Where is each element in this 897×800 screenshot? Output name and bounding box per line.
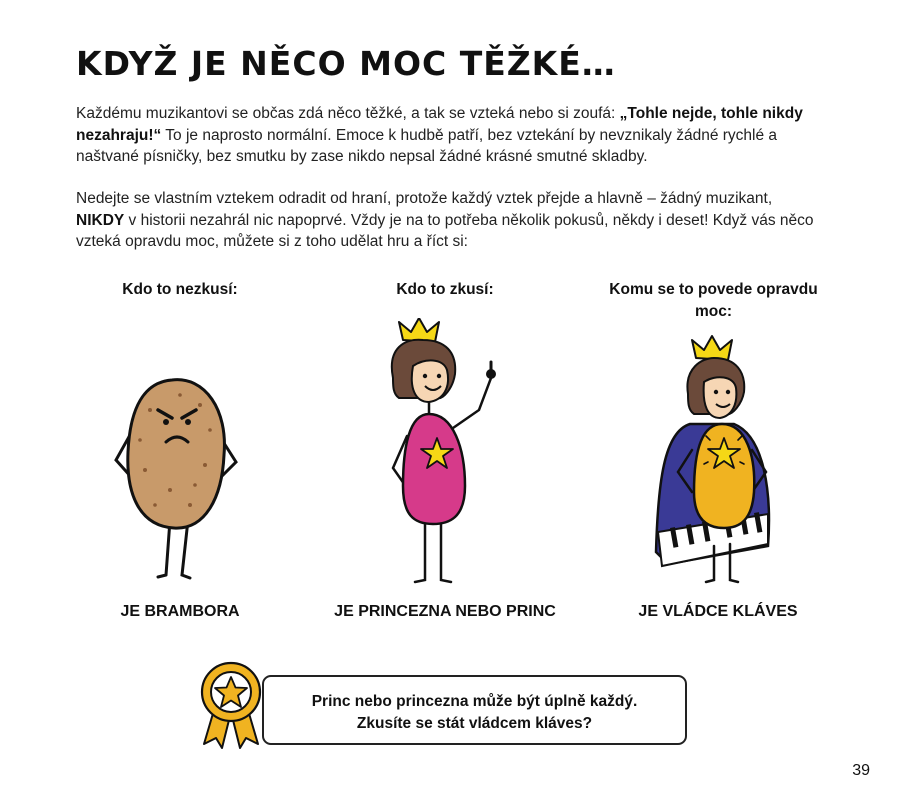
advice-paragraph bbox=[76, 188, 816, 253]
column-label-ruler: Komu se to povede opravdu moc: bbox=[609, 281, 818, 320]
caption-ruler: JE VLÁDCE KLÁVES bbox=[638, 603, 798, 620]
callout-line-2: Zkusíte se stát vládcem kláves? bbox=[356, 715, 593, 732]
callout-text bbox=[264, 691, 685, 735]
princess-icon bbox=[385, 318, 505, 586]
intro-paragraph bbox=[76, 103, 816, 168]
angry-potato-icon bbox=[110, 370, 255, 585]
caption-princess: JE PRINCEZNA NEBO PRINC bbox=[334, 603, 556, 620]
intro-text-1: Každému muzikantovi se občas zdá něco těžké, a tak se vzteká nebo si zoufá: bbox=[76, 105, 620, 122]
callout-line-1: Princ nebo princezna může být úplně každý. bbox=[311, 693, 638, 710]
column-label-potato: Kdo to nezkusí: bbox=[122, 281, 238, 298]
advice-emphasis: NIKDY bbox=[76, 211, 125, 229]
caption-potato: JE BRAMBORA bbox=[120, 603, 240, 620]
advice-text-2: v historii nezahrál nic napoprvé. Vždy je na to potřeba několik pokusů, někdy i deset! Když vás něco vzteká opravdu moc, můžete si z toho udělat hru a říct si: bbox=[76, 211, 814, 250]
advice-text-1: Nedejte se vlastním vztekem odradit od hraní, protože každý vztek přejde a hlavně – žádný muzikant, bbox=[76, 190, 773, 207]
column-label-princess: Kdo to zkusí: bbox=[396, 281, 494, 298]
award-ribbon-icon bbox=[196, 660, 266, 750]
page-title: KDYŽ JE NĚCO MOC TĚŽKÉ… bbox=[76, 44, 616, 83]
keyboard-ruler-icon bbox=[648, 332, 778, 586]
page-number: 39 bbox=[852, 762, 870, 779]
callout-box bbox=[262, 675, 687, 745]
intro-quote: „Tohle nejde, tohle nikdy nezahraju!“ bbox=[76, 105, 803, 144]
intro-text-2: To je naprosto normální. Emoce k hudbě patří, bez vztekání by nevznikaly žádné rychlé a naštvané písničky, bez smutku by zase nikdo nepsal žádné krásné smutné skladby. bbox=[76, 126, 778, 165]
